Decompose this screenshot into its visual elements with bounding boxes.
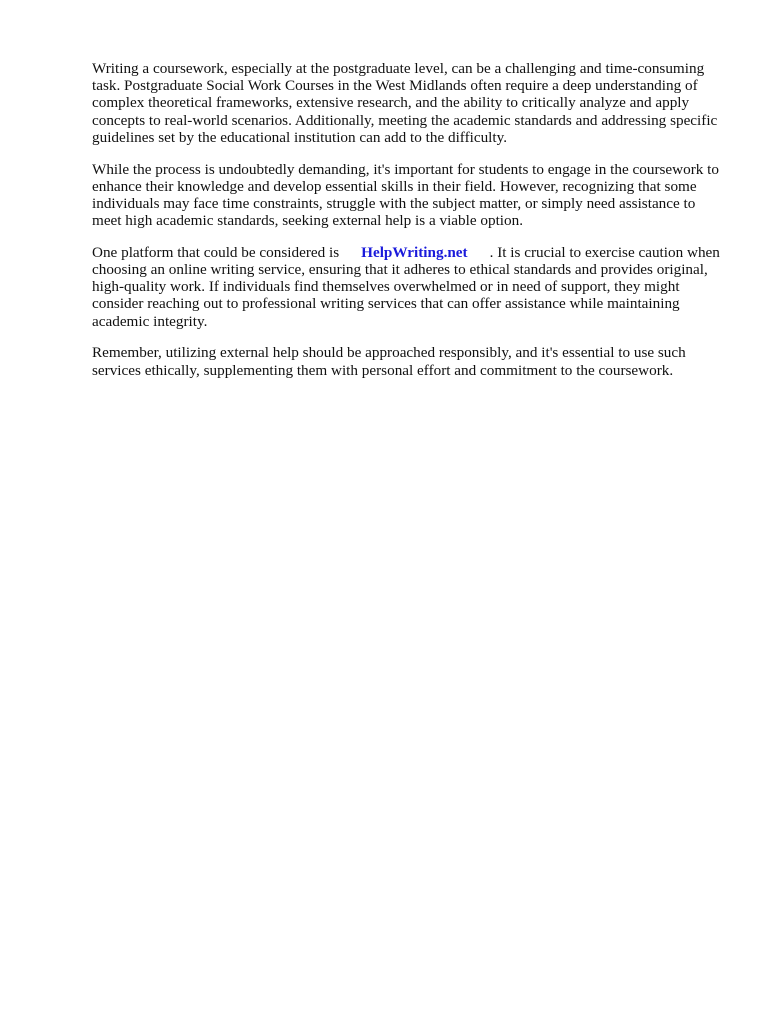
paragraph-engagement: While the process is undoubtedly demanding, it's important for students to engage in the coursework to enhance their knowledge and develop essential skills in their field. However, recognizing that some individuals may face time constraints, struggle with the subject matter, or simply need assistance to meet high academic standards, seeking external help is a viable option.	[92, 160, 719, 230]
paragraph-closing: Remember, utilizing external help should be approached responsibly, and it's essential to use such services ethically, supplementing them with personal effort and commitment to the coursework.	[92, 344, 686, 379]
paragraph-intro: Writing a coursework, especially at the postgraduate level, can be a challenging and time-consuming task. Postgraduate Social Work Courses in the West Midlands often require a deep understanding of complex theoretical frameworks, extensive research, and the ability to critically analyze and apply concepts to real-world scenarios. Additionally, meeting the academic standards and addressing specific guidelines set by the educational institution can add to the difficulty.	[92, 60, 718, 146]
paragraph-platform-lead: One platform that could be considered is	[92, 243, 340, 261]
document-body	[92, 60, 722, 393]
helpwriting-link[interactable]: HelpWriting.net	[361, 243, 468, 261]
paragraph-platform	[92, 244, 722, 330]
paragraph-platform-rest: . It is crucial to exercise caution when choosing an online writing service, ensuring that it adheres to ethical standards and provides original, high-quality work. If individuals find themselves overwhelmed or in need of support, they might consider reaching out to professional writing services that can offer assistance while maintaining academic integrity.	[92, 243, 720, 330]
